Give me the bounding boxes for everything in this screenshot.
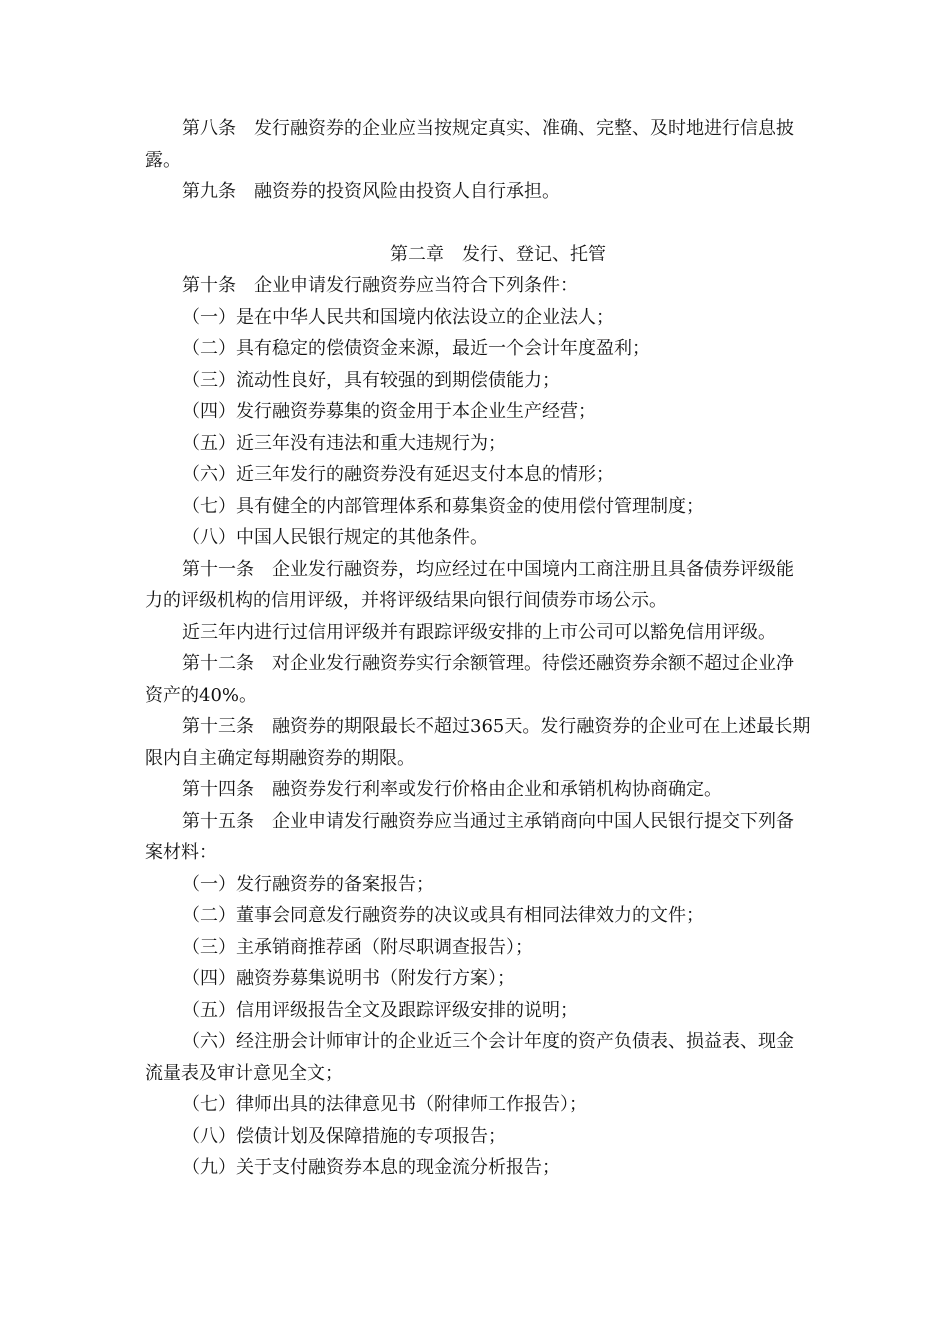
article-15-item-5: （五）信用评级报告全文及跟踪评级安排的说明； — [182, 999, 578, 1021]
article-12: 第十二条 对企业发行融资券实行余额管理。待偿还融资券余额不超过企业净资产的40%。 — [145, 653, 794, 706]
article-11: 第十一条 企业发行融资券，均应经过在中国境内工商注册且具备债券评级能力的评级机构的信用评级，并将评级结果向银行间债券市场公示。 — [145, 558, 794, 611]
article-10-item-5: （五）近三年没有违法和重大违规行为； — [182, 432, 506, 454]
article-8: 第八条 发行融资券的企业应当按规定真实、准确、完整、及时地进行信息披露。 — [145, 118, 794, 171]
chapter-heading: 第二章 发行、登记、托管 — [390, 243, 606, 265]
article-13: 第十三条 融资券的期限最长不超过365天。发行融资券的企业可在上述最长期限内自主确定每期融资券的期限。 — [145, 716, 811, 769]
article-10-item-8: （八）中国人民银行规定的其他条件。 — [182, 527, 488, 548]
article-10-item-3: （三）流动性良好，具有较强的到期偿债能力； — [182, 369, 560, 391]
article-9: 第九条 融资券的投资风险由投资人自行承担。 — [182, 181, 560, 202]
document-body — [145, 113, 811, 1184]
article-14: 第十四条 融资券发行利率或发行价格由企业和承销机构协商确定。 — [182, 779, 722, 800]
article-10-item-7: （七）具有健全的内部管理体系和募集资金的使用偿付管理制度； — [182, 495, 704, 517]
article-15-item-4: （四）融资券募集说明书（附发行方案）； — [182, 968, 515, 989]
article-15-item-8: （八）偿债计划及保障措施的专项报告； — [182, 1125, 506, 1147]
article-10: 第十条 企业申请发行融资券应当符合下列条件： — [182, 275, 578, 296]
article-10-item-6: （六）近三年发行的融资券没有延迟支付本息的情形； — [182, 464, 614, 485]
article-15-item-6: （六）经注册会计师审计的企业近三个会计年度的资产负债表、损益表、现金流量表及审计意见全文； — [145, 1031, 794, 1084]
article-15: 第十五条 企业申请发行融资券应当通过主承销商向中国人民银行提交下列备案材料： — [145, 810, 794, 863]
article-15-item-9: （九）关于支付融资券本息的现金流分析报告； — [182, 1157, 560, 1178]
article-15-item-1: （一）发行融资券的备案报告； — [182, 873, 434, 895]
article-15-item-3: （三）主承销商推荐函（附尽职调查报告）； — [182, 936, 533, 958]
article-10-item-1: （一）是在中华人民共和国境内依法设立的企业法人； — [182, 306, 614, 328]
article-15-item-7: （七）律师出具的法律意见书（附律师工作报告）； — [182, 1094, 587, 1115]
article-11-exemption: 近三年内进行过信用评级并有跟踪评级安排的上市公司可以豁免信用评级。 — [182, 621, 776, 643]
article-15-item-2: （二）董事会同意发行融资券的决议或具有相同法律效力的文件； — [182, 905, 704, 926]
article-10-item-2: （二）具有稳定的偿债资金来源，最近一个会计年度盈利； — [182, 338, 650, 359]
article-10-item-4: （四）发行融资券募集的资金用于本企业生产经营； — [182, 401, 596, 422]
